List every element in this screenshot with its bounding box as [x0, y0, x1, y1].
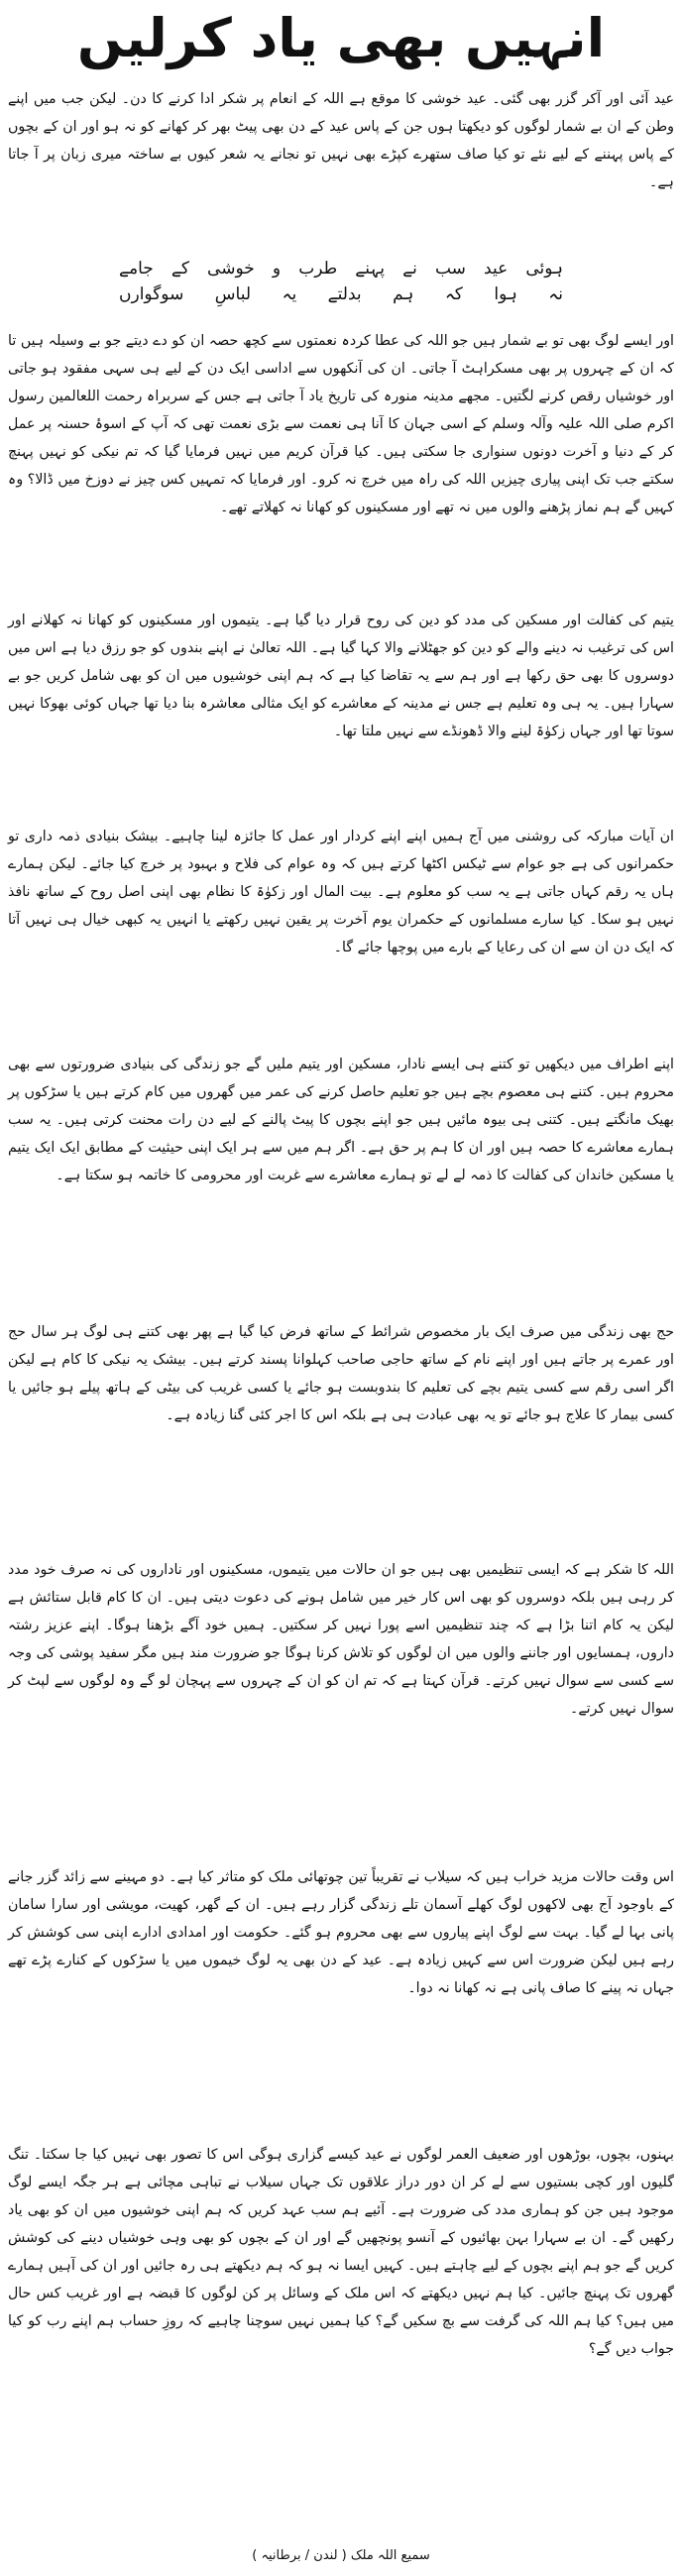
paragraph-7: اس وقت حالات مزید خراب ہیں کہ سیلاب نے تقریباً تین چوتھائی ملک کو متاثر کیا ہے۔ دو مہینے سے زائد گزر جانے کے باوجود آج بھی لاکھوں لوگ کھلے آسمان تلے زندگی گزار رہے ہیں۔ ان کے گھر، کھیت، مویشی اور سارا سامان پانی بہا لے گیا۔ بہت سے لوگ اپنے پیاروں سے بھی محروم ہو گئے۔ حکومت اور امدادی ادارے اپنی سی کوشش کر رہے ہیں لیکن ضرورت اس سے کہیں زیادہ ہے۔ عید کے دن بھی یہ لوگ خیموں میں یا سڑکوں کے کنارے پڑے تھے جہاں نہ پینے کا صاف پانی ہے نہ کھانا نہ دوا۔ [8, 1869, 674, 1996]
paragraph-3: ان آیات مبارکہ کی روشنی میں آج ہمیں اپنے اپنے کردار اور عمل کا جائزہ لینا چاہیے۔ بیشک بنیادی ذمہ داری تو حکمرانوں کی ہے جو عوام سے ٹیکس اکٹھا کرتے ہیں کہ وہ عوام کی فلاح و بہبود پر خرچ کیا جائے۔ لیکن ہمارے ہاں یہ رقم کہاں جاتی ہے یہ سب کو معلوم ہے۔ بیت المال اور زکوٰۃ کا نظام بھی اپنی اصل روح کے ساتھ نافذ نہیں ہو سکا۔ کیا سارے مسلمانوں کے حکمران یوم آخرت پر یقین نہیں رکھتے یا انہیں یہ کبھی خیال ہی نہیں آتا کہ ایک دن ان سے ان کی رعایا کے بارے میں پوچھا جائے گا۔ [8, 829, 674, 955]
article-title: انہیں بھی یاد کرلیں [76, 7, 606, 69]
paragraph-2: یتیم کی کفالت اور مسکین کی مدد کو دین کی روح قرار دیا گیا ہے۔ یتیموں اور مسکینوں کو کھانا نہ کھلانے اور اس کی ترغیب نہ دینے والے کو دین کو جھٹلانے والا کہا گیا ہے۔ اللہ تعالیٰ نے اپنے بندوں کو جو رزق دیا ہے اس میں دوسروں کا بھی حق رکھا ہے اور ہم سے یہ تقاضا کیا ہے کہ ہم اپنی خوشیوں میں ان کو بھی شامل کریں جو بے سہارا ہیں۔ یہ ہی وہ تعلیم ہے جس نے مدینہ کے معاشرے کو ایک مثالی معاشرہ بنا دیا تھا جہاں کوئی بھوکا نہیں سوتا تھا اور جہاں زکوٰۃ لینے والا ڈھونڈے سے نہیں ملتا تھا۔ [8, 613, 674, 739]
intro-paragraph: عید آئی اور آکر گزر بھی گئی۔ عید خوشی کا موقع ہے اللہ کے انعام پر شکر ادا کرنے کا دن۔ لیکن جب میں اپنے وطن کے ان بے شمار لوگوں کو دیکھتا ہوں جن کے پاس عید کے دن بھی پیٹ بھر کر کھانے کو نہ ہو اور ان کے بچوں کے پاس پہننے کے لیے نئے تو کیا صاف ستھرے کپڑے بھی نہیں تو نجانے یہ شعر کیوں بے ساختہ میری زبان پر آ جاتا ہے۔ [8, 91, 674, 190]
poem-couplet [119, 256, 563, 307]
verse-line-1: ہوئی عید سب نے پہنے طرب و خوشی کے جامے [119, 259, 563, 279]
paragraph-4: اپنے اطراف میں دیکھیں تو کتنے ہی ایسے نادار، مسکین اور یتیم ملیں گے جو زندگی کی بنیادی ضرورتوں سے بھی محروم ہیں۔ کتنے ہی معصوم بچے ہیں جو تعلیم حاصل کرنے کی عمر میں گھروں میں کام کرتے ہیں یا سڑکوں پر بھیک مانگتے ہیں۔ کتنی ہی بیوہ مائیں ہیں جو اپنے بچوں کا پیٹ پالنے کے لیے دن رات محنت کرتی ہیں۔ یہ سب ہمارے معاشرے کا حصہ ہیں اور ان کا ہم پر حق ہے۔ اگر ہم میں سے ہر ایک اپنی حیثیت کے مطابق ایک ایک یتیم یا مسکین خاندان کی کفالت کا ذمہ لے لے تو ہمارے معاشرے سے غربت اور محرومی کا خاتمہ ہو سکتا ہے۔ [8, 1057, 674, 1183]
paragraph-5: حج بھی زندگی میں صرف ایک بار مخصوص شرائط کے ساتھ فرض کیا گیا ہے پھر بھی کتنے ہی لوگ ہر سال حج اور عمرے پر جاتے ہیں اور اپنے نام کے ساتھ حاجی صاحب کہلوانا پسند کرتے ہیں۔ بیشک یہ نیکی کا کام ہے لیکن اگر اسی رقم سے کسی یتیم بچے کی تعلیم کا بندوبست ہو جائے یا کسی غریب کی بیٹی کے ہاتھ پیلے ہو جائیں یا کسی بیمار کا علاج ہو جائے تو یہ بھی عبادت ہی ہے بلکہ اس کا اجر کئی گنا زیادہ ہے۔ [8, 1324, 674, 1423]
paragraph-8: بہنوں، بچوں، بوڑھوں اور ضعیف العمر لوگوں نے عید کیسے گزاری ہوگی اس کا تصور بھی نہیں کیا جا سکتا۔ تنگ گلیوں اور کچی بستیوں سے لے کر ان دور دراز علاقوں تک جہاں سیلاب نے تباہی مچائی ہے ہر جگہ ایسے لوگ موجود ہیں جن کو ہماری مدد کی ضرورت ہے۔ آئیے ہم سب عہد کریں کہ ہم اپنی خوشیوں میں ان کو بھی یاد رکھیں گے۔ ان بے سہارا بہن بھائیوں کے آنسو پونچھیں گے اور ان کے بچوں کو بھی وہی خوشیاں دینے کی کوشش کریں گے جو ہم اپنے بچوں کے لیے چاہتے ہیں۔ کہیں ایسا نہ ہو کہ ہم دیکھتے ہی رہ جائیں اور ان کی آہیں ہمارے گھروں تک پہنچ جائیں۔ کیا ہم نہیں دیکھتے کہ اس ملک کے وسائل پر کن لوگوں کا قبضہ ہے اور غریب کس حال میں ہیں؟ کیا ہم اللہ کی گرفت سے بچ سکیں گے؟ کیا ہمیں نہیں سوچنا چاہیے کہ روزِ حساب ہم اپنے رب کو کیا جواب دیں گے؟ [8, 2147, 674, 2357]
verse-line-2: نہ ہوا کہ ہم بدلتے یہ لباسِ سوگوارں [119, 284, 563, 304]
paragraph-6: اللہ کا شکر ہے کہ ایسی تنظیمیں بھی ہیں جو ان حالات میں یتیموں، مسکینوں اور ناداروں کی نہ صرف خود مدد کر رہی ہیں بلکہ دوسروں کو بھی اس کار خیر میں شامل ہونے کی دعوت دیتی ہیں۔ ان کا کام قابل ستائش ہے لیکن یہ کام اتنا بڑا ہے کہ چند تنظیمیں اسے پورا نہیں کر سکتیں۔ ہمیں خود آگے بڑھنا ہوگا۔ اپنے عزیز رشتہ داروں، ہمسایوں اور جاننے والوں میں ان لوگوں کو تلاش کرنا ہوگا جو ضرورت مند ہیں مگر سفید پوشی کی وجہ سے کسی سے سوال نہیں کرتے۔ قرآن کہتا ہے کہ تم ان کو ان کے چہروں سے پہچان لو گے وہ لوگوں سے لپٹ کر سوال نہیں کرتے۔ [8, 1562, 674, 1717]
author-signature: سمیع اللہ ملک ( لندن / برطانیہ ) [252, 2548, 430, 2563]
paragraph-1: اور ایسے لوگ بھی تو بے شمار ہیں جو اللہ کی عطا کردہ نعمتوں سے کچھ حصہ ان کو دے دیتے جو بے وسیلہ ہیں تا کہ ان کے چہروں پر بھی مسکراہٹ آ جاتی۔ ان کی آنکھوں سے اداسی ایک دن کے لیے ہی سہی مفقود ہو جاتی اور خوشیاں رقص کرنے لگتیں۔ مجھے مدینہ منورہ کی تاریخ یاد آ جاتی ہے جس کے سربراہ رحمت اللعالمین رسول اکرم صلی اللہ علیہ وآلہ وسلم کے اسی جہان کا آنا ہی نعمت سے بڑی نعمت تھی کہ آپ کے اسوۂ حسنہ پر عمل کر کے دنیا و آخرت دونوں سنواری جا سکتی ہیں۔ کیا قرآن کریم میں نہیں فرمایا گیا کہ تم نیکی کو نہیں پہنچ سکتے جب تک اپنی پیاری چیزیں اللہ کی راہ میں خرچ نہ کرو۔ اور فرمایا کہ تمہیں کس چیز نے دوزخ میں ڈالا؟ وہ کہیں گے ہم نماز پڑھنے والوں میں نہ تھے اور مسکینوں کو کھانا نہ کھلاتے تھے۔ [8, 333, 674, 515]
